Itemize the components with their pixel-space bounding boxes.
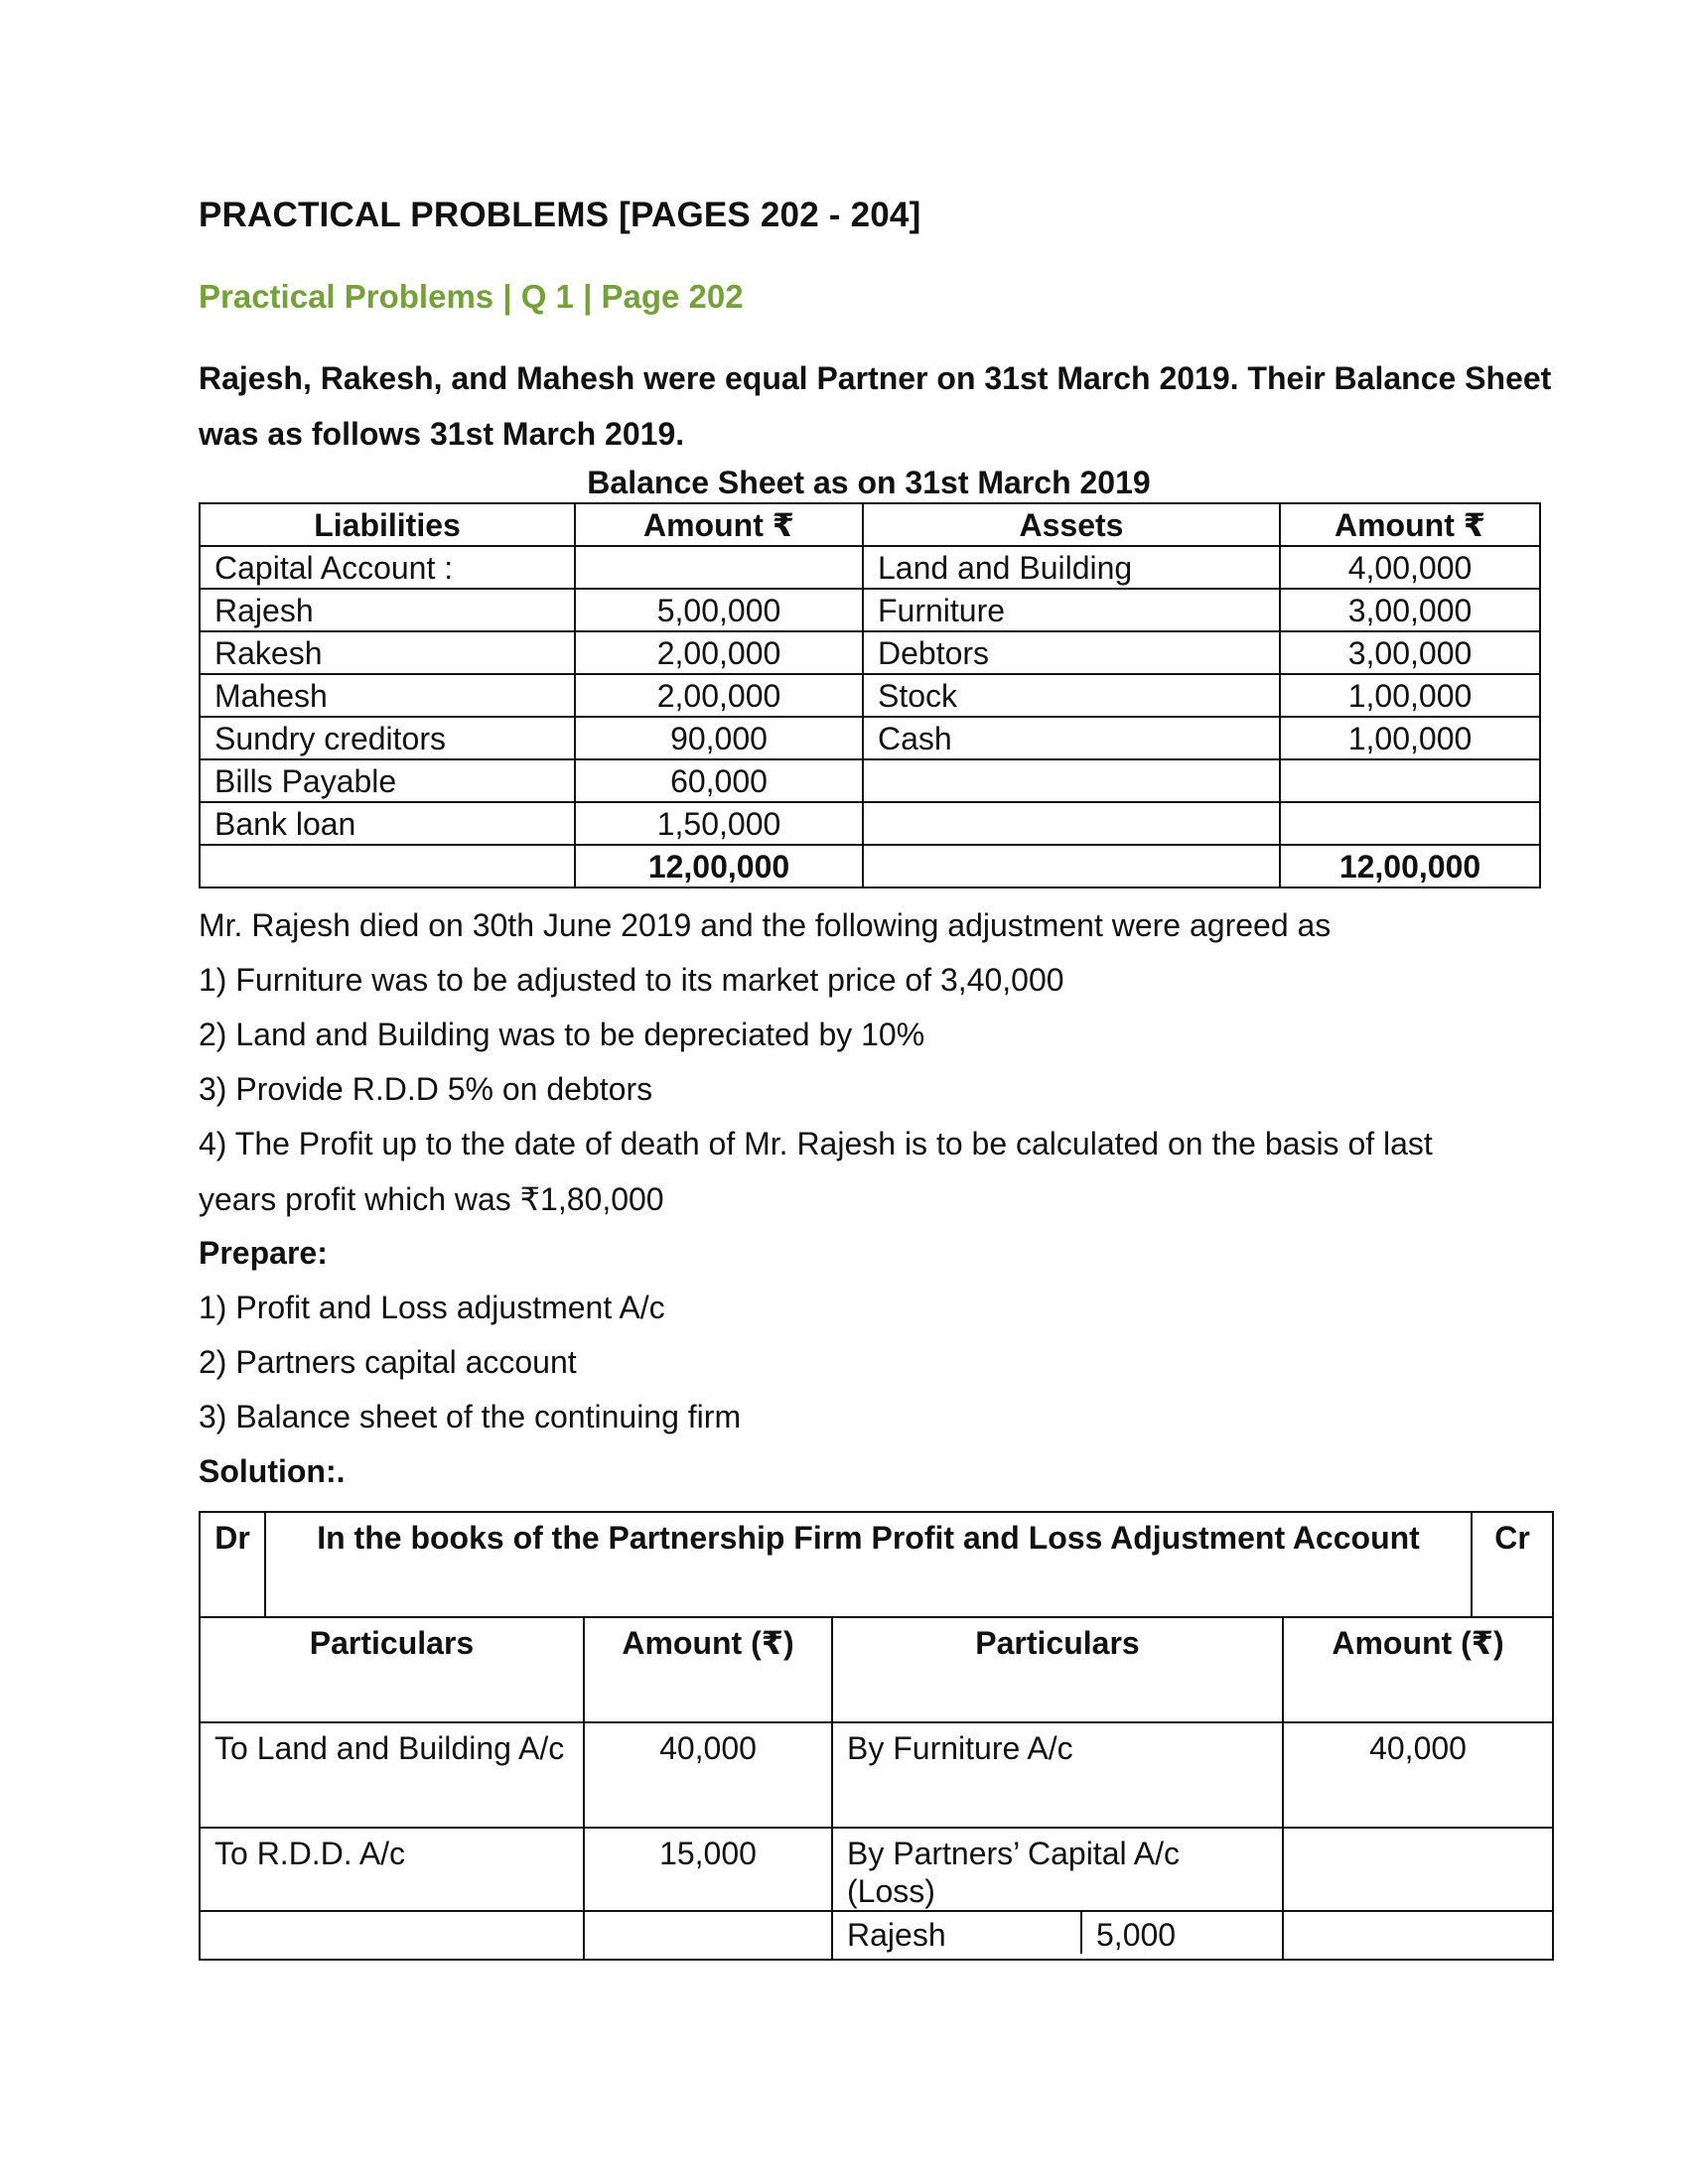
table-row: [200, 674, 1540, 717]
table-row: [200, 759, 1540, 802]
table-cell: Cash: [863, 717, 1280, 759]
table-cell: 3,00,000: [1280, 589, 1540, 631]
table-cell: 2,00,000: [575, 674, 863, 717]
table-cell: [200, 845, 575, 887]
table-cell: 90,000: [575, 717, 863, 759]
adjustment-item: years profit which was ₹1,80,000: [199, 1181, 664, 1217]
table-header-row: [200, 503, 1540, 546]
partner-loss-amount: 5,000: [1096, 1917, 1177, 1953]
table-cell: 3,00,000: [1280, 631, 1540, 674]
table-cell: Bank loan: [200, 802, 575, 845]
table-cell: [1283, 1911, 1553, 1960]
table-cell: 60,000: [575, 759, 863, 802]
table-cell: By Furniture A/c: [832, 1722, 1283, 1828]
header-particulars: Particulars: [200, 1617, 584, 1722]
total-liabilities: 12,00,000: [575, 845, 863, 887]
adjustment-item: 1) Furniture was to be adjusted to its market price of 3,40,000: [199, 962, 1064, 998]
table-cell: Furniture: [863, 589, 1280, 631]
dr-label: Dr: [200, 1512, 265, 1617]
table-cell: 40,000: [584, 1722, 832, 1828]
adjustment-item: 4) The Profit up to the date of death of Mr. Rajesh is to be calculated on the basis of last: [199, 1126, 1433, 1161]
table-cell: Land and Building: [863, 546, 1280, 589]
pl-header-row: [200, 1617, 1553, 1722]
table-cell: [863, 845, 1280, 887]
table-row: [200, 1722, 1553, 1828]
table-cell: Sundry creditors: [200, 717, 575, 759]
table-cell: [832, 1911, 1283, 1960]
pl-adjustment-table: [199, 1511, 1554, 1961]
table-cell: To R.D.D. A/c: [200, 1828, 584, 1911]
table-cell: [200, 1911, 584, 1960]
table-cell: Rakesh: [200, 631, 575, 674]
table-total-row: [200, 845, 1540, 887]
prepare-item: 2) Partners capital account: [199, 1344, 577, 1380]
table-row: [200, 717, 1540, 759]
table-row: [200, 1828, 1553, 1911]
table-cell: To Land and Building A/c: [200, 1722, 584, 1828]
partner-name: Rajesh: [833, 1912, 1081, 1954]
question-text: Rajesh, Rakesh, and Mahesh were equal Partner on 31st March 2019. Their Balance Sheet was as follows 31st March 2019.: [199, 360, 1552, 452]
table-cell: 15,000: [584, 1828, 832, 1911]
prepare-item: 3) Balance sheet of the continuing firm: [199, 1399, 742, 1434]
table-cell: Capital Account :: [200, 546, 575, 589]
adjustments-intro: Mr. Rajesh died on 30th June 2019 and the following adjustment were agreed as: [199, 907, 1332, 943]
table-cell: 2,00,000: [575, 631, 863, 674]
header-amount: Amount ₹: [575, 503, 863, 546]
table-cell: [575, 546, 863, 589]
table-cell: 1,00,000: [1280, 674, 1540, 717]
table-row: [200, 546, 1540, 589]
total-assets: 12,00,000: [1280, 845, 1540, 887]
table-cell: 1,00,000: [1280, 717, 1540, 759]
table-cell: 4,00,000: [1280, 546, 1540, 589]
adjustment-item: 3) Provide R.D.D 5% on debtors: [199, 1071, 653, 1107]
header-liabilities: Liabilities: [200, 503, 575, 546]
page-heading: PRACTICAL PROBLEMS [PAGES 202 - 204]: [199, 196, 921, 234]
table-cell: Rajesh: [200, 589, 575, 631]
solution-label: Solution:.: [199, 1453, 346, 1489]
table-cell: Debtors: [863, 631, 1280, 674]
adjustment-item: 2) Land and Building was to be depreciated by 10%: [199, 1017, 925, 1052]
table-cell: 1,50,000: [575, 802, 863, 845]
prepare-item: 1) Profit and Loss adjustment A/c: [199, 1290, 665, 1325]
partner-loss-split: [833, 1912, 1282, 1954]
table-cell: [863, 759, 1280, 802]
pl-title-row: [200, 1512, 1553, 1617]
pl-title: In the books of the Partnership Firm Profit and Loss Adjustment Account: [265, 1512, 1472, 1617]
table-cell: Stock: [863, 674, 1280, 717]
table-cell: Bills Payable: [200, 759, 575, 802]
table-cell: 5,00,000: [575, 589, 863, 631]
header-amount: Amount (₹): [1283, 1617, 1553, 1722]
table-cell: [863, 802, 1280, 845]
balance-sheet-caption: Balance Sheet as on 31st March 2019: [587, 465, 1151, 500]
table-cell: 40,000: [1283, 1722, 1553, 1828]
table-cell: Mahesh: [200, 674, 575, 717]
table-row: [200, 1911, 1553, 1960]
table-cell: By Partners’ Capital A/c (Loss): [832, 1828, 1283, 1911]
header-amount: Amount (₹): [584, 1617, 832, 1722]
header-amount: Amount ₹: [1280, 503, 1540, 546]
table-cell: [1283, 1828, 1553, 1911]
question-title: Practical Problems | Q 1 | Page 202: [199, 278, 744, 315]
balance-sheet-table: [199, 502, 1541, 888]
table-cell: [1280, 759, 1540, 802]
header-assets: Assets: [863, 503, 1280, 546]
header-particulars: Particulars: [832, 1617, 1283, 1722]
table-row: [200, 631, 1540, 674]
table-row: [200, 589, 1540, 631]
table-row: [200, 802, 1540, 845]
table-cell: [584, 1911, 832, 1960]
prepare-label: Prepare:: [199, 1235, 328, 1271]
table-cell: [1280, 802, 1540, 845]
cr-label: Cr: [1472, 1512, 1553, 1617]
